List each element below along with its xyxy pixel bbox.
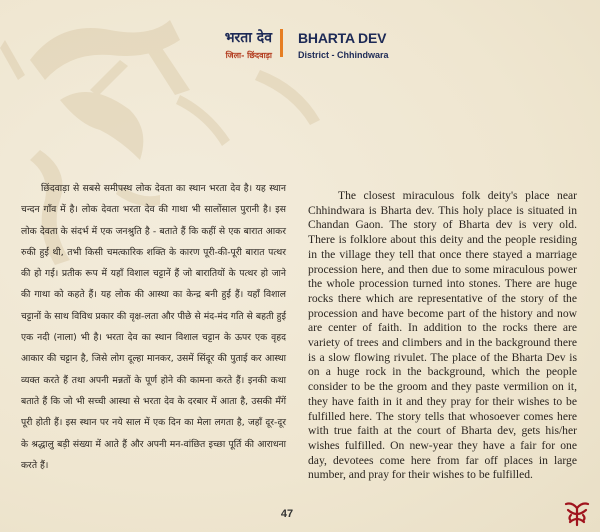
- publisher-logo-icon: [562, 498, 592, 528]
- hindi-body-column: [21, 178, 286, 476]
- english-title: BHARTA DEV: [298, 30, 387, 46]
- page-number: 47: [280, 508, 294, 520]
- hindi-paragraph: छिंदवाड़ा से सबसे समीपस्थ लोक देवता का स्थान भरता देव है। यह स्थान चन्दन गाँव में है। लोक देवता भरता देव की गाथा भी सालोंसाल पुरानी है। इस लोक देवता के संदर्भ में एक जनश्रुति है - बताते हैं कि कहीं से एक बारात आकर रुकी हुई थी, तभी किसी चमत्कारिक शक्ति के कारण पूरी-की-पूरी बारात पत्थर की हो गई। प्रतीक रूप में यहाँ विशाल चट्टानें हैं जो बारातियों के पत्थर हो जाने की गाथा को कहते हैं। यह लोक की आस्था का केन्द्र बनी हुई हैं। यहाँ विशाल चट्टानों के साथ विविध प्रकार की वृक्ष-लता और पीछे से मंद-मंद गति से बहती हुई एक नदी (नाला) भी है। भरता देव का स्थान विशाल चट्टान के ऊपर एक वृहद आकार की चट्टान है, जिसे लोग दूल्हा मानकर, उसमें सिंदूर की पुताई कर आस्था व्यक्त करते हैं तथा अपनी मन्नतों के पूर्ण होने की कामना करते हैं। इनकी कथा बताते हैं कि जो भी सच्ची आस्था से भरता देव के दरबार में आता है, उसकी मँगें पूरी होती हैं। इस स्थान पर नये साल में एक दिन का मेला लगता है, जहाँ दूर-दूर के श्रद्धालु बड़ी संख्या में आते हैं और अपनी मन-वांछित इच्छा पूर्ति की आराधना करते हैं।: [21, 183, 286, 471]
- hindi-title: भरता देव: [224, 30, 272, 46]
- english-paragraph: The closest miraculous folk deity's place near Chhindwara is Bharta dev. This holy place is situated in Chandan Gaon. The story of Bharta dev is very old. There is folklore about this deity and the people residing in the village they tell that once there stayed a marriage procession here, and then due to some miraculous power the whole procession turned into stones. There are huge rocks there which are representative of the story of the procession and have become part of the history and now are center of faith. In addition to the rocks there are variety of trees and climbers and in the background there is a slow flowing rivulet. The place of the Bharta Dev is on a huge rock in the background, which the people consider to be the groom and they paste vermilion on it, they have faith in it and they pray for their wishes to be fulfilled here. The story tells that whosoever comes here with true faith at the court of Bharta dev, gets his/her wishes fulfilled. On new-year they have a fair for one day, devotees come here from far off places in large number, and pray for their wishes to be fulfilled.: [308, 189, 577, 482]
- header-divider: [280, 29, 283, 57]
- hindi-header: [200, 30, 272, 61]
- english-body-column: [308, 189, 577, 483]
- english-header: [298, 30, 389, 60]
- english-district: District - Chhindwara: [298, 50, 389, 60]
- hindi-district: जिला- छिंदवाड़ा: [225, 51, 272, 60]
